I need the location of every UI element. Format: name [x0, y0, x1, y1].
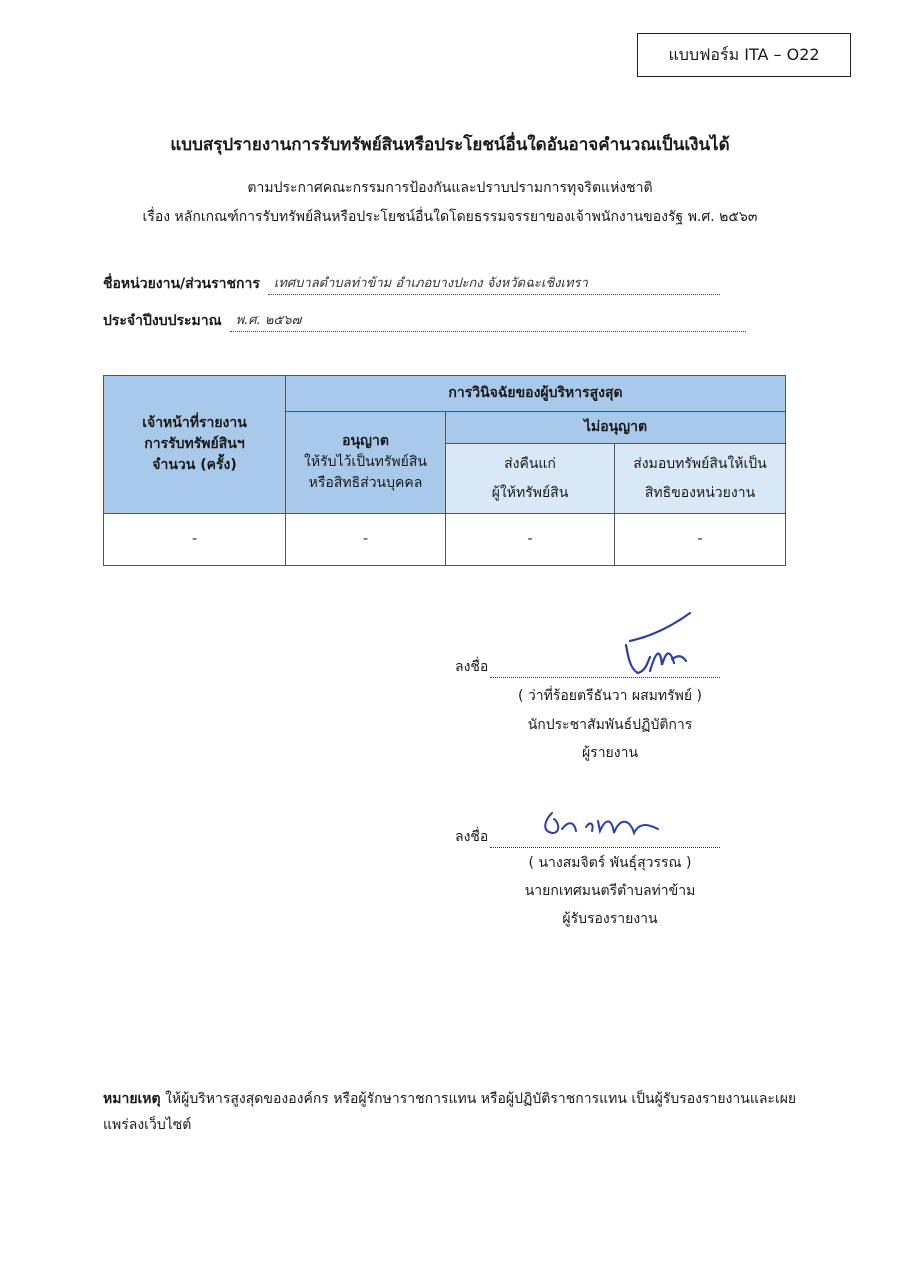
agency-value: เทศบาลตำบลท่าข้าม อำเภอบางปะกง จังหวัดฉะเชิงเทรา: [268, 272, 720, 295]
fiscal-year-field: [103, 309, 746, 332]
table-row: [104, 514, 786, 566]
signer-1-sign-label: ลงชื่อ: [455, 659, 489, 675]
footnote: [103, 1086, 803, 1138]
reporter-header-line-1: เจ้าหน้าที่รายงาน: [142, 415, 247, 431]
agency-label: ชื่อหน่วยงาน/ส่วนราชการ: [103, 276, 260, 292]
approve-title: อนุญาต: [342, 433, 389, 449]
table-cell: -: [286, 514, 446, 566]
signer-2-sign-label: ลงชื่อ: [455, 829, 489, 845]
summary-table: [103, 375, 786, 566]
footnote-label: หมายเหตุ: [103, 1091, 161, 1107]
form-code: แบบฟอร์ม ITA – O22: [668, 44, 820, 64]
reporter-header-line-2: การรับทรัพย์สินฯ: [144, 436, 245, 452]
footnote-text: ให้ผู้บริหารสูงสุดขององค์กร หรือผู้รักษาราชการแทน หรือผู้ปฏิบัติราชการแทน เป็นผู้รับรองรายงานและเผยแพร่ลงเว็บไซต์: [103, 1091, 797, 1133]
signer-1-name: ( ว่าที่ร้อยตรีธันวา ผสมทรัพย์ ): [518, 688, 702, 704]
document-title: แบบสรุปรายงานการรับทรัพย์สินหรือประโยชน์อื่นใดอันอาจคำนวณเป็นเงินได้: [170, 135, 730, 155]
approve-header: [286, 412, 446, 514]
signer-1-role: ผู้รายงาน: [581, 745, 639, 761]
signature-1-mark: [608, 611, 698, 681]
approve-sub-line-1: ให้รับไว้เป็นทรัพย์สิน: [304, 454, 427, 470]
signer-2-position: นายกเทศมนตรีตำบลท่าข้าม: [524, 883, 696, 899]
signer-2-sign-line: [455, 826, 720, 848]
approve-sub-line-2: หรือสิทธิส่วนบุคคล: [308, 475, 423, 491]
signer-1-sign-line: [455, 656, 720, 678]
transfer-line-1: ส่งมอบทรัพย์สินให้เป็น: [633, 455, 767, 472]
deny-header: ไม่อนุญาต: [446, 412, 786, 444]
form-code-box: [637, 33, 851, 77]
reporter-header-line-3: จำนวน (ครั้ง): [152, 457, 237, 473]
subtitle-announcement: ตามประกาศคณะกรรมการป้องกันและปราบปรามการทุจริตแห่งชาติ: [247, 180, 653, 196]
reporter-count-header: [104, 376, 286, 514]
return-to-giver-header: [446, 444, 615, 514]
table-cell: -: [446, 514, 615, 566]
transfer-line-2: สิทธิของหน่วยงาน: [644, 484, 756, 501]
fiscal-year-value: พ.ศ. ๒๕๖๗: [230, 309, 746, 332]
fiscal-year-label: ประจำปีงบประมาณ: [103, 313, 222, 329]
subtitle-subject: เรื่อง หลักเกณฑ์การรับทรัพย์สินหรือประโยชน์อื่นใดโดยธรรมจรรยาของเจ้าพนักงานของรัฐ พ.ศ. ๒๕๖๓: [142, 209, 758, 225]
signer-2-dotted-line: [490, 833, 720, 848]
table-cell: -: [104, 514, 286, 566]
signature-2-mark: [534, 807, 684, 847]
return-line-1: ส่งคืนแก่: [504, 455, 556, 472]
transfer-to-agency-header: [615, 444, 786, 514]
signer-1-dotted-line: [490, 663, 720, 678]
agency-field: [103, 272, 720, 295]
table-cell: -: [615, 514, 786, 566]
signer-1-position: นักประชาสัมพันธ์ปฏิบัติการ: [527, 717, 693, 733]
return-line-2: ผู้ให้ทรัพย์สิน: [491, 484, 569, 501]
signer-2-name: ( นางสมจิตร์ พันธุ์สุวรรณ ): [528, 855, 692, 871]
decision-header: การวินิจฉัยของผู้บริหารสูงสุด: [286, 376, 786, 412]
signer-2-role: ผู้รับรองรายงาน: [562, 911, 658, 927]
